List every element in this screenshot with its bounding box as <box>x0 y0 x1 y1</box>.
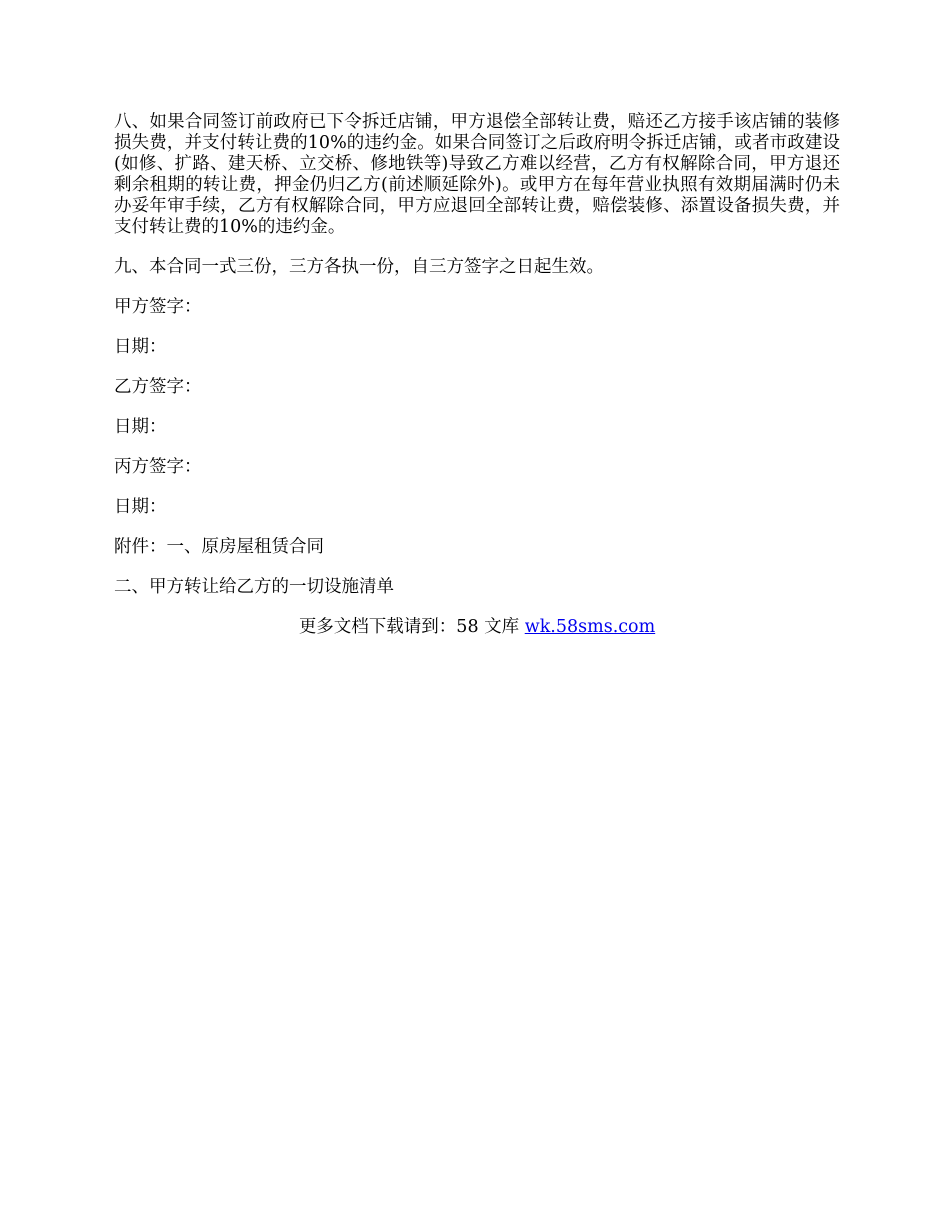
footer-text: 更多文档下载请到：58 文库 <box>298 617 525 637</box>
attachment-1: 附件：一、原房屋租赁合同 <box>114 537 324 557</box>
attachment-2: 二、甲方转让给乙方的一切设施清单 <box>114 577 394 597</box>
party-a-date-label: 日期： <box>114 337 167 357</box>
download-footer <box>114 617 840 638</box>
article-9-paragraph: 九、本合同一式三份，三方各执一份，自三方签字之日起生效。 <box>114 257 604 277</box>
footer-link[interactable]: wk.58sms.com <box>524 617 656 637</box>
party-c-signature-label: 丙方签字： <box>114 457 202 477</box>
article-8-paragraph: 八、如果合同签订前政府已下令拆迁店铺，甲方退偿全部转让费，赔还乙方接手该店铺的装修损失费，并支付转让费的10%的违约金。如果合同签订之后政府明令拆迁店铺，或者市政建设(如修、扩路、建天桥、立交桥、修地铁等)导致乙方难以经营，乙方有权解除合同，甲方退还剩余租期的转让费，押金仍归乙方(前述顺延除外)。或甲方在每年营业执照有效期届满时仍未办妥年审手续，乙方有权解除合同，甲方应退回全部转让费，赔偿装修、添置设备损失费，并支付转让费的10%的违约金。 <box>114 112 840 237</box>
party-b-signature-label: 乙方签字： <box>114 377 202 397</box>
party-a-signature-label: 甲方签字： <box>114 297 202 317</box>
party-b-date-label: 日期： <box>114 417 167 437</box>
party-c-date-label: 日期： <box>114 497 167 517</box>
document-body <box>114 112 840 638</box>
